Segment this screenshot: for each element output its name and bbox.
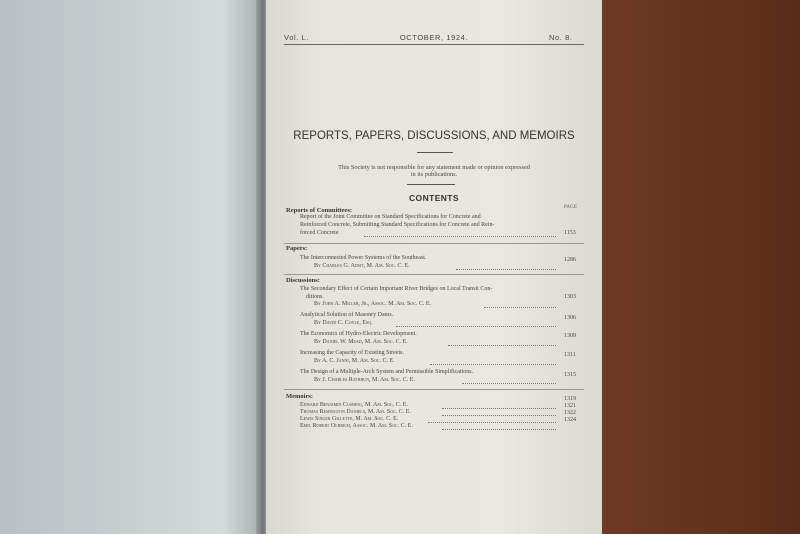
discussion-2-title: Analytical Solution of Masonry Dams. <box>300 312 394 318</box>
header-number: No. 8. <box>549 33 573 42</box>
header-rule <box>284 44 584 45</box>
disclaimer-line-2: in its publications. <box>410 171 458 178</box>
report-line-3: forced Concrete <box>300 230 339 236</box>
leader-dots <box>442 429 556 430</box>
memoir-2-page: 1322 <box>564 410 576 416</box>
discussion-1-title-cont: ditions. <box>306 294 324 300</box>
memoir-1-page: 1321 <box>564 403 576 409</box>
section-heading-discussions: Discussions: <box>286 277 320 284</box>
discussion-3-page: 1309 <box>564 333 576 339</box>
report-page: 1153 <box>564 230 576 236</box>
section-separator <box>284 274 584 275</box>
discussion-1-page: 1303 <box>564 294 576 300</box>
memoir-1-name: Edward Benjamin Cushing, M. Am. Soc. C. E. <box>300 402 408 408</box>
leader-dots <box>396 326 556 327</box>
page-title: REPORTS, PAPERS, DISCUSSIONS, AND MEMOIRS <box>293 130 575 142</box>
leader-dots <box>484 307 556 308</box>
discussion-4-author: By A. C. Janni, M. Am. Soc. C. E. <box>314 358 395 364</box>
leader-dots <box>442 415 556 416</box>
memoir-2-name: Thomas Remington Daniels, M. Am. Soc. C. E. <box>300 409 411 415</box>
section-heading-papers: Papers: <box>286 245 308 252</box>
disclaimer-line-1: This Society is not responsible for any statement made or opinion expressed <box>338 164 530 171</box>
section-separator <box>284 389 584 390</box>
section-heading-memoirs: Memoirs: <box>286 393 314 400</box>
section-separator <box>284 243 584 244</box>
discussion-3-title: The Economics of Hydro-Electric Development. <box>300 331 417 337</box>
paper-page: 1286 <box>564 257 576 263</box>
section-heading-reports: Reports of Committees: <box>286 207 353 214</box>
leader-dots <box>442 408 556 409</box>
header-volume: Vol. L. <box>284 33 310 42</box>
title-rule <box>417 152 453 153</box>
discussion-1-author: By John A. Miller, Jr., Assoc. M. Am. Soc. C. E. <box>314 301 432 307</box>
report-line-1: Report of the Joint Committee on Standard Specifications for Concrete and <box>300 214 481 220</box>
discussion-5-title: The Design of a Multiple-Arch System and Permissible Simplifications. <box>300 369 474 375</box>
right-page <box>266 0 602 534</box>
discussion-2-author: By David C. Coyle, Esq. <box>314 320 373 326</box>
left-page <box>0 0 262 534</box>
leader-dots <box>428 422 556 423</box>
memoirs-page: 1319 <box>564 396 576 402</box>
paper-title: The Interconnected Power Systems of the Southeast. <box>300 255 427 261</box>
leader-dots <box>364 236 556 237</box>
discussion-1-title: The Secondary Effect of Certain Important River Bridges on Local Transit Con- <box>300 286 493 292</box>
discussion-5-page: 1315 <box>564 372 576 378</box>
report-line-2: Reinforced Concrete, Submitting Standard Specifications for Concrete and Rein- <box>300 222 495 228</box>
memoir-4-name: Emil Robert Olbrich, Assoc. M. Am. Soc. C. E. <box>300 423 413 429</box>
memoir-3-name: Lewis Singer Gillette, M. Am. Soc. C. E. <box>300 416 399 422</box>
header-date: OCTOBER, 1924. <box>399 33 469 42</box>
discussion-4-title: Increasing the Capacity of Existing Streets. <box>300 350 404 356</box>
leader-dots <box>430 364 556 365</box>
discussion-2-page: 1306 <box>564 315 576 321</box>
contents-heading: CONTENTS <box>409 193 459 203</box>
discussion-3-author: By Daniel W. Mead, M. Am. Soc. C. E. <box>314 339 408 345</box>
memoir-3-page: 1324 <box>564 417 576 423</box>
paper-author: By Charles G. Adsit, M. Am. Soc. C. E. <box>314 263 410 269</box>
leader-dots <box>462 383 556 384</box>
page-column-label: PAGE <box>564 205 578 210</box>
leader-dots <box>448 345 556 346</box>
discussion-4-page: 1311 <box>564 352 576 358</box>
leader-dots <box>456 269 556 270</box>
discussion-5-author: By J. Charles Rathbun, M. Am. Soc. C. E. <box>314 377 415 383</box>
note-rule <box>407 184 455 185</box>
